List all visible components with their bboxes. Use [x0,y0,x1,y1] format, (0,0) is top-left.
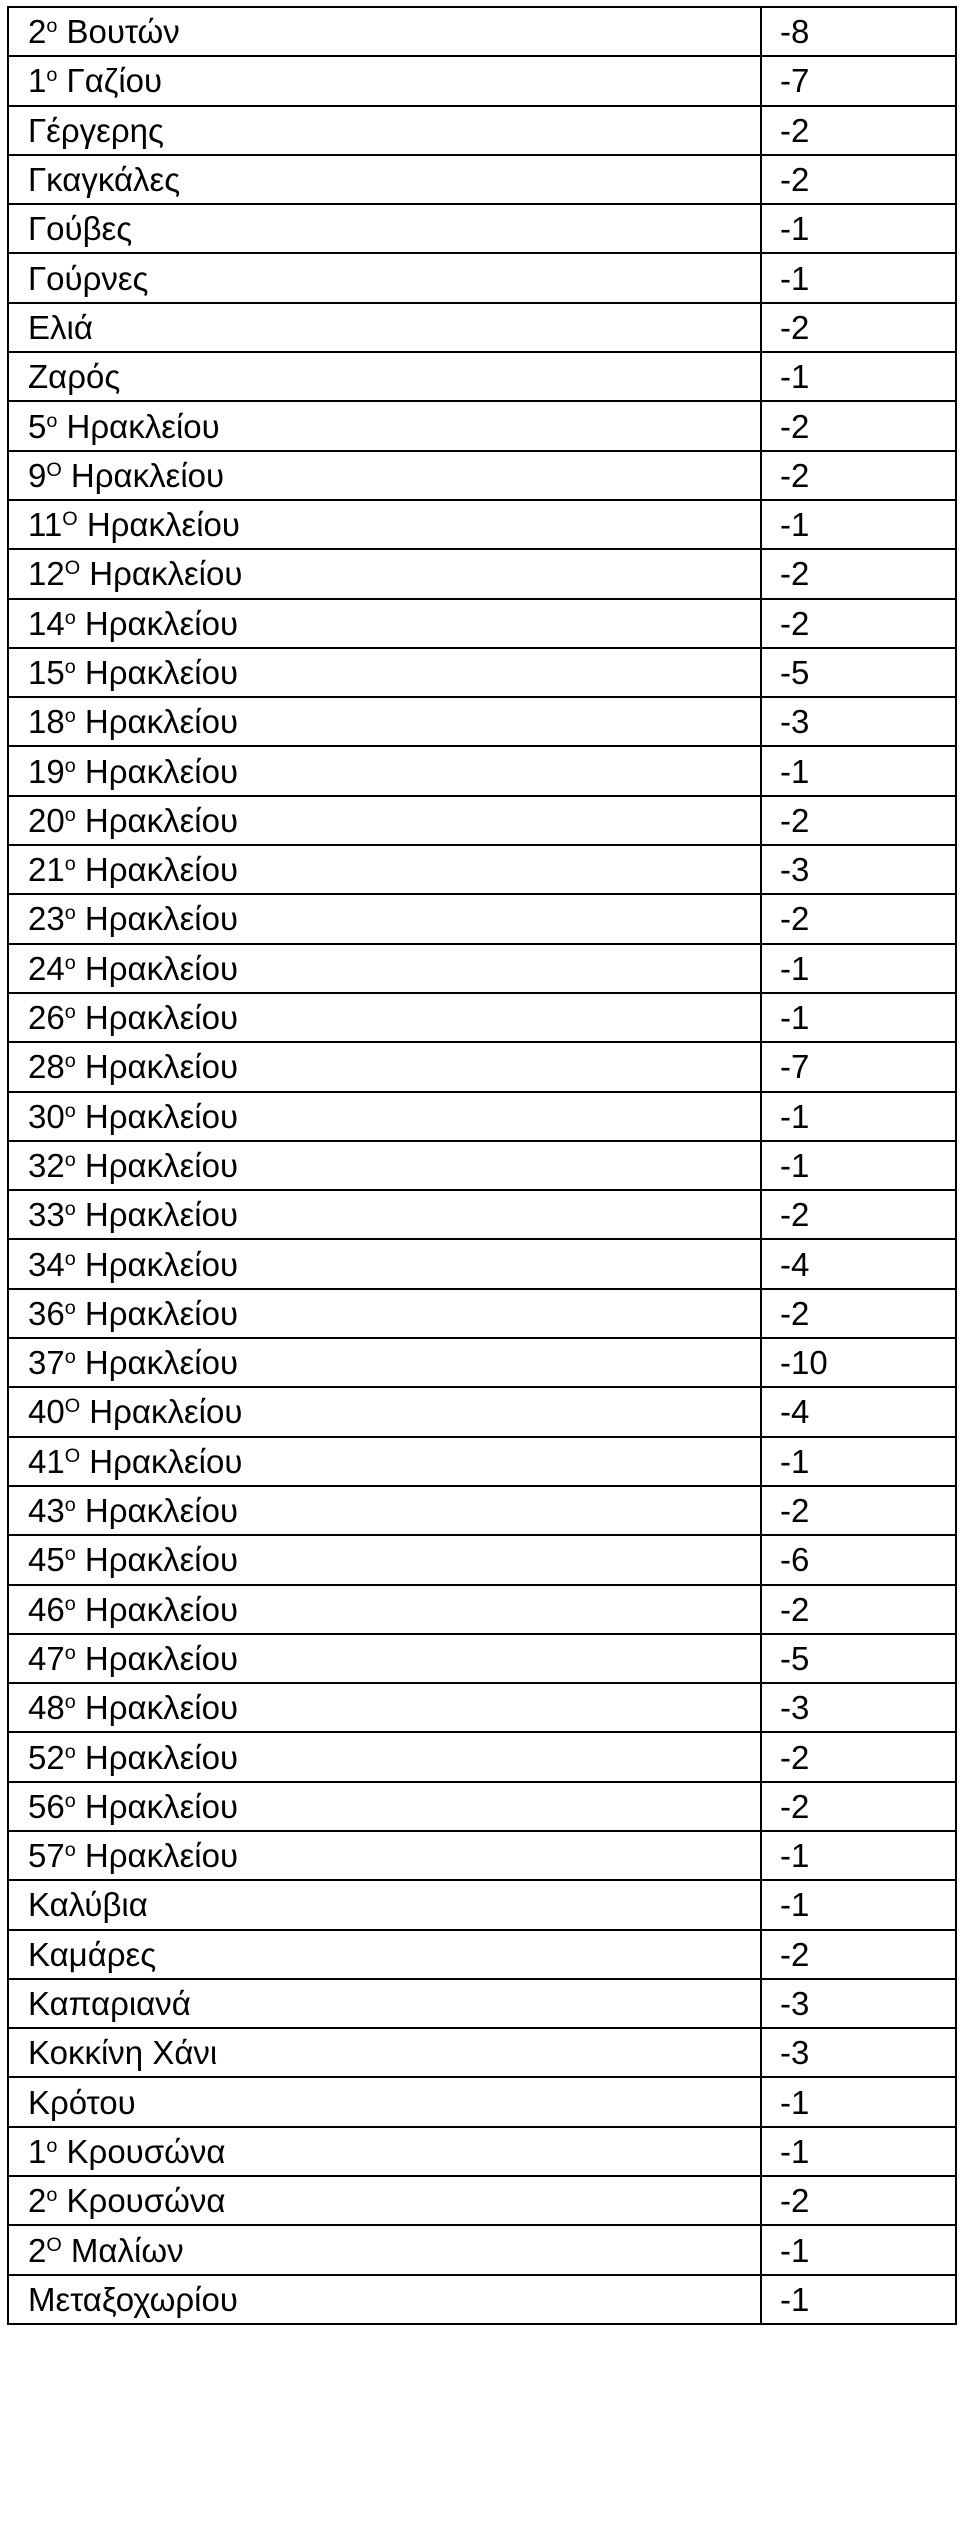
ordinal-number: 41 [28,1442,65,1480]
value-cell: -10 [761,1338,956,1387]
ordinal-number: 1 [28,62,47,100]
school-name: Γούβες [28,210,133,248]
ordinal-number: 34 [28,1245,65,1283]
school-name: Ηρακλείου [84,1245,239,1283]
school-name: Ηρακλείου [84,703,239,741]
value-cell: -1 [761,993,956,1042]
ordinal-marker: ο [64,1296,76,1319]
ordinal-marker: Ο [46,458,62,481]
table-row [8,253,956,302]
school-name: Γούρνες [28,259,149,297]
school-name-cell [8,1732,761,1781]
table-row [8,2077,956,2126]
ordinal-number: 48 [28,1689,65,1727]
ordinal-marker: ο [64,1198,76,1221]
value-cell: -7 [761,56,956,105]
school-name-cell [8,1387,761,1436]
school-name: Ηρακλείου [89,1442,243,1480]
school-name: Ηρακλείου [84,1689,239,1727]
value-cell: -1 [761,1092,956,1141]
table-row [8,2275,956,2324]
school-name: Ελιά [28,308,93,346]
school-name: Ζαρός [28,358,121,396]
school-name-cell [8,993,761,1042]
table-row [8,697,956,746]
school-name-cell [8,1437,761,1486]
table-row [8,1634,956,1683]
value-cell: -1 [761,204,956,253]
ordinal-number: 30 [28,1097,65,1135]
school-name: Ηρακλείου [84,1097,239,1135]
value-cell: -3 [761,697,956,746]
school-name: Κρουσώνα [66,2182,226,2220]
ordinal-marker: ο [46,409,58,432]
school-name: Ηρακλείου [84,1344,239,1382]
table-row [8,303,956,352]
value-cell: -3 [761,1683,956,1732]
table-body [8,7,956,2324]
table-row [8,1831,956,1880]
school-name: Ηρακλείου [84,752,239,790]
school-name: Ηρακλείου [84,1541,239,1579]
ordinal-number: 52 [28,1738,65,1776]
school-name-cell [8,2127,761,2176]
value-cell: -2 [761,1486,956,1535]
ordinal-marker: ο [64,902,76,925]
ordinal-marker: ο [64,1543,76,1566]
school-name-cell [8,7,761,56]
value-cell: -3 [761,1979,956,2028]
ordinal-marker: Ο [62,508,78,531]
table-row [8,401,956,450]
value-cell: -2 [761,303,956,352]
ordinal-number: 26 [28,999,65,1037]
ordinal-marker: ο [64,1839,76,1862]
school-name-cell [8,352,761,401]
value-cell: -1 [761,1831,956,1880]
table-row [8,2028,956,2077]
value-cell: -2 [761,1732,956,1781]
value-cell: -4 [761,1387,956,1436]
school-name-cell [8,1979,761,2028]
school-name-cell [8,1782,761,1831]
school-name-cell [8,648,761,697]
ordinal-marker: ο [64,1740,76,1763]
value-cell: -5 [761,648,956,697]
value-cell: -2 [761,1782,956,1831]
school-name-cell [8,944,761,993]
ordinal-number: 37 [28,1344,65,1382]
table-row [8,1092,956,1141]
ordinal-marker: ο [64,1001,76,1024]
table-row [8,1979,956,2028]
school-name: Ηρακλείου [84,949,239,987]
school-name-cell [8,796,761,845]
value-cell: -3 [761,845,956,894]
school-name-cell [8,1042,761,1091]
table-row [8,746,956,795]
table-row [8,944,956,993]
table-row [8,500,956,549]
table-row [8,1437,956,1486]
table-row [8,2225,956,2274]
table-row [8,155,956,204]
table-row [8,1486,956,1535]
school-name: Ηρακλείου [89,1393,243,1431]
school-name-cell [8,697,761,746]
ordinal-marker: ο [64,1149,76,1172]
ordinal-number: 23 [28,900,65,938]
ordinal-number: 32 [28,1146,65,1184]
value-cell: -1 [761,1141,956,1190]
ordinal-number: 28 [28,1048,65,1086]
ordinal-number: 45 [28,1541,65,1579]
ordinal-number: 36 [28,1294,65,1332]
table-row [8,1535,956,1584]
school-name: Ηρακλείου [89,555,243,593]
ordinal-marker: ο [64,1789,76,1812]
table-row [8,549,956,598]
value-cell: -2 [761,1585,956,1634]
table-row [8,2176,956,2225]
table-row [8,1338,956,1387]
ordinal-number: 24 [28,949,65,987]
value-cell: -2 [761,401,956,450]
ordinal-marker: ο [64,1247,76,1270]
school-name-cell [8,500,761,549]
ordinal-number: 43 [28,1492,65,1530]
value-cell: -7 [761,1042,956,1091]
school-name-cell [8,746,761,795]
school-name-cell [8,1338,761,1387]
ordinal-number: 20 [28,801,65,839]
ordinal-marker: ο [46,15,58,38]
value-cell: -2 [761,549,956,598]
ordinal-marker: Ο [64,1444,81,1467]
table-row [8,1585,956,1634]
school-name-cell [8,155,761,204]
school-name-cell [8,1190,761,1239]
school-name: Ηρακλείου [84,851,239,889]
value-cell: -2 [761,155,956,204]
value-cell: -6 [761,1535,956,1584]
school-name: Κρουσώνα [66,2132,226,2170]
school-name: Ηρακλείου [84,1146,239,1184]
value-cell: -1 [761,253,956,302]
school-name: Ηρακλείου [86,506,240,544]
school-name-cell [8,894,761,943]
value-cell: -2 [761,106,956,155]
table-row [8,845,956,894]
school-name-cell [8,1486,761,1535]
value-cell: -8 [761,7,956,56]
school-name-cell [8,2176,761,2225]
value-cell: -1 [761,944,956,993]
table-row [8,2127,956,2176]
value-cell: -1 [761,2077,956,2126]
ordinal-marker: ο [64,804,76,827]
table-row [8,451,956,500]
ordinal-marker: ο [64,606,76,629]
school-name-cell [8,1880,761,1929]
school-name: Ηρακλείου [84,1196,239,1234]
ordinal-marker: Ο [46,2233,62,2256]
ordinal-marker: ο [64,853,76,876]
value-cell: -1 [761,2275,956,2324]
table-row [8,1880,956,1929]
table-row [8,796,956,845]
school-name-cell [8,1930,761,1979]
value-cell: -2 [761,2176,956,2225]
school-name: Βουτών [66,13,180,51]
school-name-cell [8,106,761,155]
ordinal-number: 9 [28,456,47,494]
ordinal-number: 47 [28,1639,65,1677]
school-name: Ηρακλείου [70,456,225,494]
school-name-cell [8,1683,761,1732]
ordinal-marker: ο [46,2184,58,2207]
ordinal-marker: ο [64,1050,76,1073]
table-row [8,1782,956,1831]
school-name: Καλύβια [28,1886,148,1924]
school-name: Γκαγκάλες [28,161,181,199]
table-row [8,1289,956,1338]
school-name: Ηρακλείου [84,1837,239,1875]
school-name: Ηρακλείου [84,1787,239,1825]
table-row [8,1239,956,1288]
value-cell: -3 [761,2028,956,2077]
school-name: Μεταξοχωρίου [28,2280,238,2318]
value-cell: -2 [761,894,956,943]
ordinal-marker: Ο [64,557,81,580]
value-cell: -1 [761,2225,956,2274]
value-cell: -2 [761,451,956,500]
table-row [8,1930,956,1979]
ordinal-number: 14 [28,604,65,642]
school-name-cell [8,1585,761,1634]
table-row [8,1141,956,1190]
ordinal-marker: ο [64,1099,76,1122]
school-name: Ηρακλείου [84,801,239,839]
ordinal-marker: Ο [64,1395,81,1418]
school-name: Κρότου [28,2083,136,2121]
value-cell: -1 [761,352,956,401]
ordinal-number: 56 [28,1787,65,1825]
ordinal-marker: ο [64,951,76,974]
table-row [8,7,956,56]
school-name: Μαλίων [70,2231,184,2269]
school-name-cell [8,1092,761,1141]
school-name: Ηρακλείου [84,1492,239,1530]
school-name: Καπαριανά [28,1985,191,2023]
value-cell: -1 [761,746,956,795]
value-cell: -2 [761,1289,956,1338]
ordinal-marker: ο [64,1592,76,1615]
ordinal-number: 11 [28,506,63,544]
school-name: Ηρακλείου [84,1048,239,1086]
school-name: Ηρακλείου [84,1639,239,1677]
ordinal-number: 18 [28,703,65,741]
school-name-cell [8,2275,761,2324]
table-row [8,993,956,1042]
school-name: Ηρακλείου [84,900,239,938]
school-name: Ηρακλείου [84,1294,239,1332]
ordinal-marker: ο [64,1691,76,1714]
value-cell: -2 [761,796,956,845]
ordinal-marker: ο [64,1494,76,1517]
table-row [8,204,956,253]
ordinal-number: 1 [28,2132,47,2170]
table-row [8,1732,956,1781]
ordinal-marker: ο [64,1346,76,1369]
ordinal-number: 19 [28,752,65,790]
table-row [8,599,956,648]
school-name-cell [8,56,761,105]
school-name: Ηρακλείου [84,999,239,1037]
school-name-cell [8,1634,761,1683]
school-name: Ηρακλείου [84,654,239,691]
ordinal-marker: ο [64,705,76,728]
school-name-cell [8,1141,761,1190]
school-name-cell [8,2225,761,2274]
school-name-cell [8,1239,761,1288]
table-row [8,894,956,943]
value-cell: -2 [761,1190,956,1239]
ordinal-marker: ο [64,754,76,777]
document-page [7,6,957,2325]
ordinal-number: 2 [28,13,47,51]
ordinal-marker: ο [64,656,76,679]
value-cell: -1 [761,500,956,549]
table-row [8,1190,956,1239]
school-name: Ηρακλείου [84,1738,239,1776]
ordinal-number: 5 [28,407,47,445]
school-name-cell [8,1289,761,1338]
school-name: Γαζίου [66,62,163,100]
table-row [8,648,956,697]
school-name-cell [8,549,761,598]
value-cell: -2 [761,599,956,648]
ordinal-number: 57 [28,1837,65,1875]
ordinal-number: 12 [28,555,65,593]
school-name-cell [8,204,761,253]
school-name-cell [8,599,761,648]
ordinal-number: 2 [28,2182,47,2220]
value-cell: -1 [761,2127,956,2176]
ordinal-number: 2 [28,2231,47,2269]
school-name: Γέργερης [28,111,164,149]
table-row [8,106,956,155]
school-name-cell [8,1831,761,1880]
ordinal-number: 40 [28,1393,65,1431]
ordinal-number: 21 [28,851,65,889]
school-name-cell [8,2077,761,2126]
ordinal-marker: ο [46,64,58,87]
value-cell: -4 [761,1239,956,1288]
table-row [8,352,956,401]
school-name-cell [8,1535,761,1584]
school-name-cell [8,845,761,894]
school-name: Ηρακλείου [84,604,239,642]
ordinal-number: 15 [28,654,65,691]
school-name: Κοκκίνη Χάνι [28,2034,218,2072]
school-values-table [7,6,957,2325]
school-name-cell [8,401,761,450]
value-cell: -1 [761,1437,956,1486]
value-cell: -2 [761,1930,956,1979]
school-name: Ηρακλείου [66,407,220,445]
value-cell: -5 [761,1634,956,1683]
table-row [8,1387,956,1436]
school-name: Καμάρες [28,1935,157,1973]
school-name-cell [8,2028,761,2077]
value-cell: -1 [761,1880,956,1929]
table-row [8,1683,956,1732]
school-name: Ηρακλείου [84,1590,239,1628]
table-row [8,56,956,105]
ordinal-number: 33 [28,1196,65,1234]
school-name-cell [8,451,761,500]
school-name-cell [8,303,761,352]
ordinal-marker: ο [64,1642,76,1665]
school-name-cell [8,253,761,302]
table-row [8,1042,956,1091]
ordinal-marker: ο [46,2135,58,2158]
ordinal-number: 46 [28,1590,65,1628]
